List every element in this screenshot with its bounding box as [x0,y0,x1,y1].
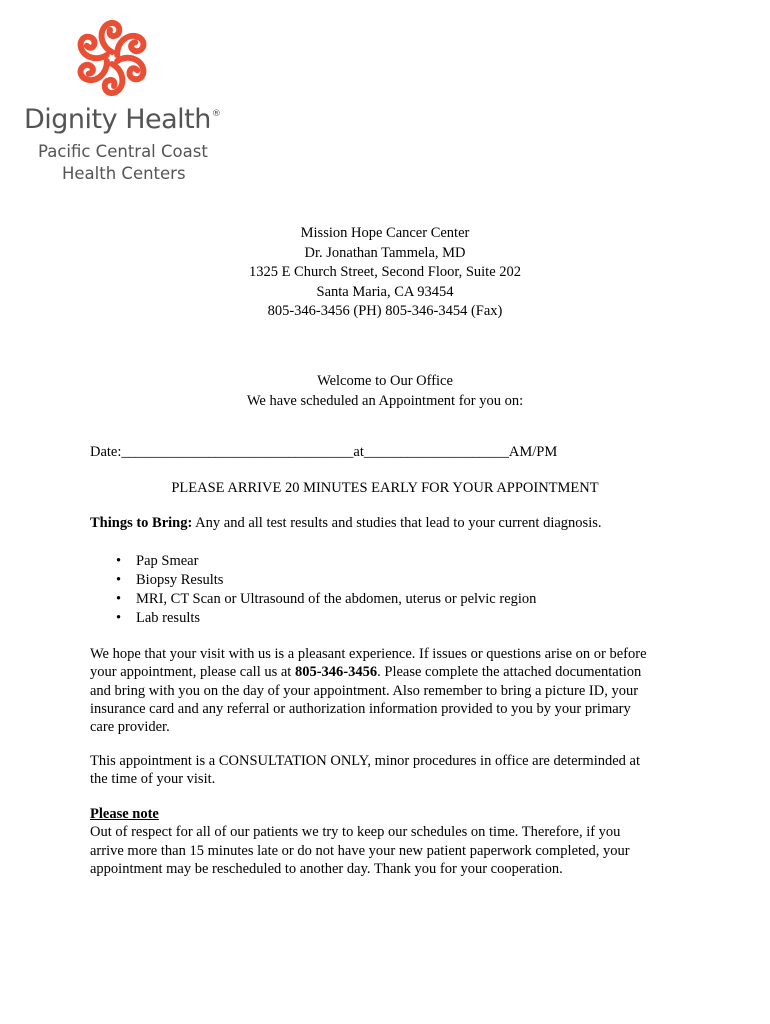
paragraph-line: This appointment is a CONSULTATION ONLY, minor procedures in office are determinded at [90,753,641,769]
paragraph-line: insurance card and any referral or authorization information provided to you by your primary [90,700,631,717]
dignity-health-flower-icon [72,18,152,98]
appointment-date-line [90,444,557,461]
brand-name: Dignity Health® [24,104,221,135]
paragraph-line: arrive more than 15 minutes late or do not have your new patient paperwork completed, your [90,842,630,859]
welcome-heading: Welcome to Our Office [317,373,453,389]
at-label: at [353,444,364,460]
paragraph-line: We hope that your visit with us is a pleasant experience. If issues or questions arise on or before [90,646,647,662]
consultation-paragraph [90,752,690,789]
welcome-subtext: We have scheduled an Appointment for you on: [246,392,524,409]
paragraph-line: and bring with you on the day of your appointment. Also remember to bring a picture ID, your [90,682,639,699]
things-to-bring [90,515,602,532]
list-item: • Lab results [90,609,536,628]
date-blank[interactable]: ________________________________ [121,444,354,460]
time-blank[interactable]: ____________________ [363,444,509,460]
things-to-bring-label: Things to Bring: [90,515,193,531]
paragraph-line: the time of your visit. [90,771,216,788]
list-item: • Biopsy Results [90,571,536,590]
clinic-address-block [0,224,770,322]
ampm-label: AM/PM [508,444,558,460]
city-state-zip: Santa Maria, CA 93454 [316,283,454,300]
paragraph-text: . Please complete the attached documentation [377,664,642,681]
paragraph-line [90,663,690,681]
brand-subtitle-line2: Health Centers [62,164,186,183]
brand-subtitle-line1: Pacific Central Coast [38,142,208,161]
please-note-section [90,805,690,878]
bring-items-list [90,552,536,628]
arrive-early-notice: PLEASE ARRIVE 20 MINUTES EARLY FOR YOUR APPOINTMENT [171,480,599,496]
paragraph-line: care provider. [90,719,170,736]
list-item: • Pap Smear [90,552,536,571]
dignity-health-logo [22,18,232,188]
list-item: • MRI, CT Scan or Ultrasound of the abdomen, uterus or pelvic region [90,590,536,609]
paragraph-line: Out of respect for all of our patients we try to keep our schedules on time. Therefore, if you [90,824,621,841]
paragraph-line: appointment may be rescheduled to another day. Thank you for your cooperation. [90,860,563,877]
center-name: Mission Hope Cancer Center [300,225,470,241]
registered-mark: ® [211,109,221,119]
visit-info-paragraph [90,645,690,736]
date-label: Date: [90,444,122,460]
welcome-block [0,372,770,411]
please-note-title: Please note [90,806,159,822]
phone-fax: 805-346-3456 (PH) 805-346-3454 (Fax) [267,303,503,319]
street-address: 1325 E Church Street, Second Floor, Suite 202 [248,264,522,280]
things-to-bring-text: Any and all test results and studies that lead to your current diagnosis. [192,515,602,531]
paragraph-text: your appointment, please call us at [90,664,295,681]
office-phone: 805-346-3456 [294,664,378,681]
doctor-name: Dr. Jonathan Tammela, MD [304,244,466,261]
